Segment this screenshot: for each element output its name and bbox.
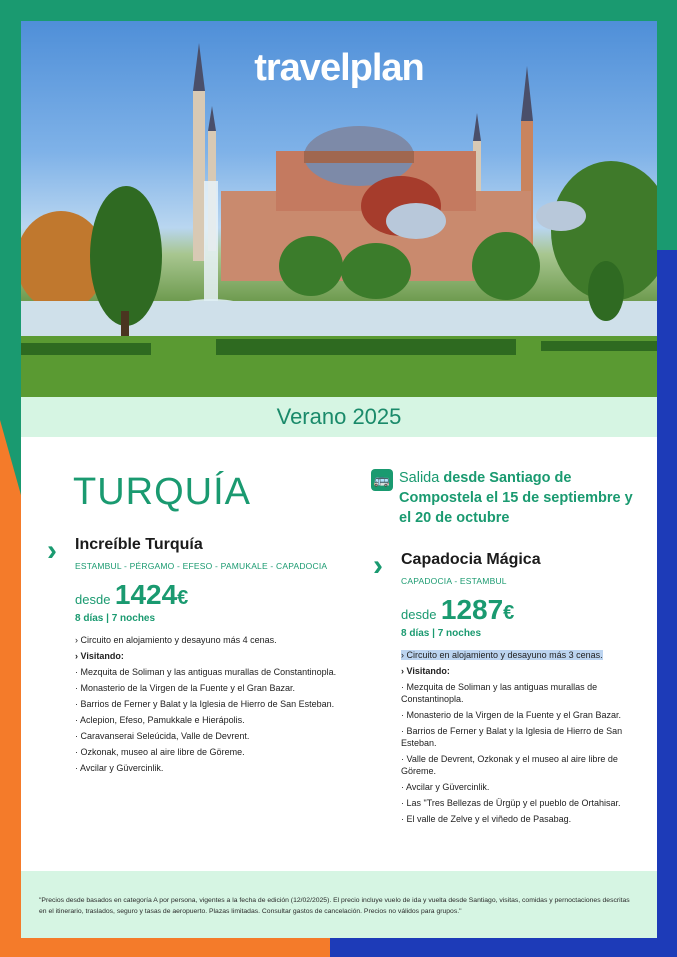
chevron-right-icon: ›	[47, 534, 57, 567]
list-item: · Mezquita de Soliman y las antiguas murallas de Constantinopla.	[401, 682, 598, 704]
tour-card	[373, 551, 643, 829]
price-prefix: desde	[75, 592, 111, 607]
departure-prefix: Salida	[399, 470, 440, 486]
price-currency: €	[177, 587, 189, 609]
hero-photo	[21, 21, 657, 397]
list-item: · Las "Tres Bellezas de Ürgüp y el pueblo de Ortahisar.	[401, 798, 621, 808]
price-amount: 1424	[114, 579, 178, 610]
list-item: · Avcilar y Güvercinlik.	[401, 782, 490, 792]
list-item: · Aclepion, Efeso, Pamukkale e Hierápolis.	[75, 715, 245, 725]
price-amount: 1287	[440, 594, 504, 625]
list-item: · Ozkonak, museo al aire libre de Göreme.	[75, 747, 245, 757]
tour-details	[401, 649, 643, 825]
tour-title: Capadocia Mágica	[401, 551, 541, 568]
brochure-card	[21, 21, 657, 938]
disclaimer-text: "Precios desde basados en categoría A por persona, vigentes a la fecha de edición (12/02/2025). El precio incluye vuelo de ida y vuelta desde Santiago, visitas, comidas y pernoctaciones descritas en el itinerario, traslados, seguro y tasas de aeropuerto. Plazas limitadas. Consultar gastos de cancelación. Precios no válidos para grupos."	[39, 897, 630, 915]
tour-route: CAPADOCIA - ESTAMBUL	[401, 576, 507, 586]
tour-duration: 8 días | 7 noches	[75, 613, 156, 624]
bus-icon: 🚌	[371, 469, 393, 491]
list-item: · Monasterio de la Virgen de la Fuente y el Gran Bazar.	[75, 683, 295, 693]
country-title: TURQUÍA	[73, 471, 251, 513]
list-item: · Caravanserai Seleúcida, Valle de Devrent.	[75, 731, 250, 741]
visiting-label: › Visitando:	[75, 651, 124, 661]
list-item: · Avcilar y Güvercinlik.	[75, 763, 164, 773]
lodging-line[interactable]: › Circuito en alojamiento y desayuno más 3 cenas.	[401, 650, 603, 660]
list-item: · Mezquita de Soliman y las antiguas murallas de Constantinopla.	[75, 667, 337, 677]
season-banner: Verano 2025	[21, 397, 657, 437]
tour-duration: 8 días | 7 noches	[401, 628, 482, 639]
departure-info	[371, 468, 641, 528]
visiting-label: › Visitando:	[401, 666, 450, 676]
chevron-right-icon: ›	[373, 549, 383, 582]
list-item: · El valle de Zelve y el viñedo de Pasabag.	[401, 814, 572, 824]
lodging-line: › Circuito en alojamiento y desayuno más 4 cenas.	[75, 635, 277, 645]
tour-card	[47, 536, 347, 778]
departure-highlight: desde Santiago de Compostela el 15 de septiembre y el 20 de octubre	[399, 470, 633, 526]
departure-text	[399, 468, 641, 528]
tour-price	[75, 579, 347, 611]
footer-disclaimer	[21, 871, 657, 938]
tour-title: Increíble Turquía	[75, 536, 203, 553]
price-currency: €	[503, 602, 515, 624]
list-item: · Valle de Devrent, Ozkonak y el museo al aire libre de Göreme.	[401, 754, 618, 776]
tour-details	[75, 634, 347, 774]
tour-price	[401, 594, 643, 626]
tour-route: ESTAMBUL - PÉRGAMO - EFESO - PAMUKALE - CAPADOCIA	[75, 561, 328, 571]
list-item: · Monasterio de la Virgen de la Fuente y el Gran Bazar.	[401, 710, 621, 720]
price-prefix: desde	[401, 607, 437, 622]
list-item: · Barrios de Ferner y Balat y la Iglesia de Hierro de San Esteban.	[75, 699, 335, 709]
brand-logo: travelplan	[254, 47, 424, 89]
list-item: · Barrios de Ferner y Balat y la Iglesia de Hierro de San Esteban.	[401, 726, 623, 748]
